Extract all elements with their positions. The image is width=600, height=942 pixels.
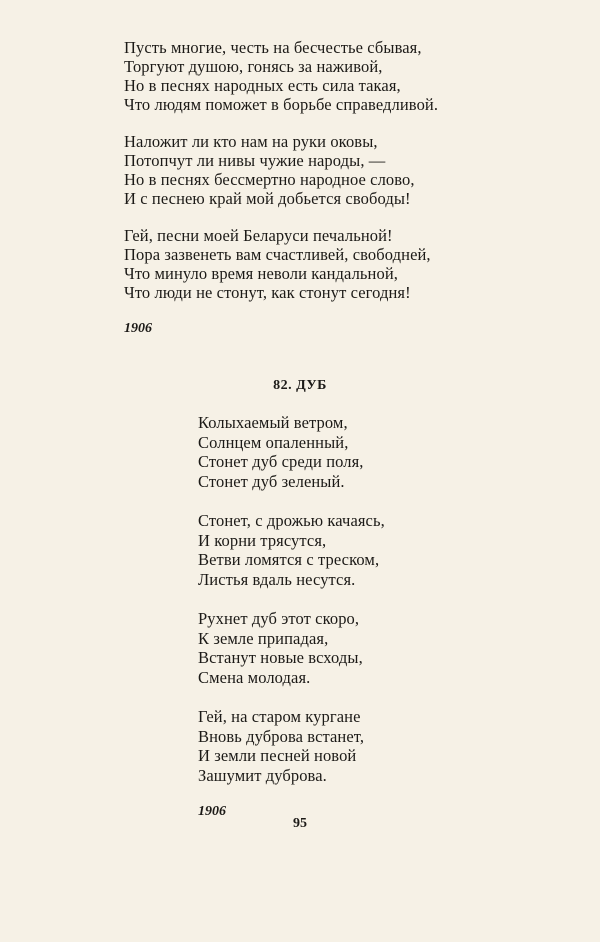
- verse-line: Смена молодая.: [198, 667, 311, 687]
- stanza: [124, 38, 544, 114]
- verse-line: Потопчут ли нивы чужие народы, —: [124, 151, 386, 170]
- verse-line: Солнцем опаленный,: [198, 432, 349, 452]
- verse-line: Стонет, с дрожью качаясь,: [198, 511, 385, 530]
- verse-line: Торгуют душою, гонясь за наживой,: [124, 57, 383, 76]
- verse-line: Гей, песни моей Беларуси печальной!: [124, 226, 393, 245]
- poem-title: 82. ДУБ: [273, 378, 327, 393]
- verse-line: Но в песнях бессмертно народное слово,: [124, 170, 415, 189]
- verse-line: Колыхаемый ветром,: [198, 413, 348, 432]
- stanza: [124, 132, 544, 208]
- stanza: [198, 609, 498, 687]
- poem-year: 1906: [124, 321, 152, 336]
- verse-line: Гей, на старом кургане: [198, 707, 361, 726]
- verse-line: Стонет дуб зеленый.: [198, 471, 345, 491]
- poem-oak: [198, 413, 498, 821]
- verse-line: И с песнею край мой добьется свободы!: [124, 189, 411, 208]
- poem-year: 1906: [198, 804, 226, 819]
- verse-line: Ветви ломятся с треском,: [198, 550, 380, 569]
- verse-line: Встанут новые всходы,: [198, 648, 363, 667]
- verse-line: Рухнет дуб этот скоро,: [198, 609, 360, 628]
- page-number: 95: [293, 816, 307, 831]
- verse-line: Что минуло время неволи кандальной,: [124, 264, 398, 283]
- verse-line: Наложит ли кто нам на руки оковы,: [124, 132, 378, 151]
- verse-line: И земли песней новой: [198, 746, 357, 765]
- verse-line: Зашумит дуброва.: [198, 765, 327, 785]
- verse-line: Стонет дуб среди поля,: [198, 452, 364, 471]
- stanza: [198, 413, 498, 491]
- stanza: [124, 226, 544, 302]
- verse-line: Пусть многие, честь на бесчестье сбывая,: [124, 38, 422, 57]
- verse-line: Пора зазвенеть вам счастливей, свободней,: [124, 245, 431, 264]
- poem-continuation: [124, 38, 544, 338]
- verse-line: Что люди не стонут, как стонут сегодня!: [124, 283, 411, 302]
- verse-line: К земле припадая,: [198, 628, 329, 648]
- stanza: [198, 707, 498, 785]
- verse-line: Листья вдаль несутся.: [198, 569, 356, 589]
- verse-line: Что людям поможет в борьбе справедливой.: [124, 95, 439, 114]
- stanza: [198, 511, 498, 589]
- verse-line: Но в песнях народных есть сила такая,: [124, 76, 401, 95]
- verse-line: И корни трясутся,: [198, 530, 327, 550]
- verse-line: Вновь дуброва встанет,: [198, 726, 365, 746]
